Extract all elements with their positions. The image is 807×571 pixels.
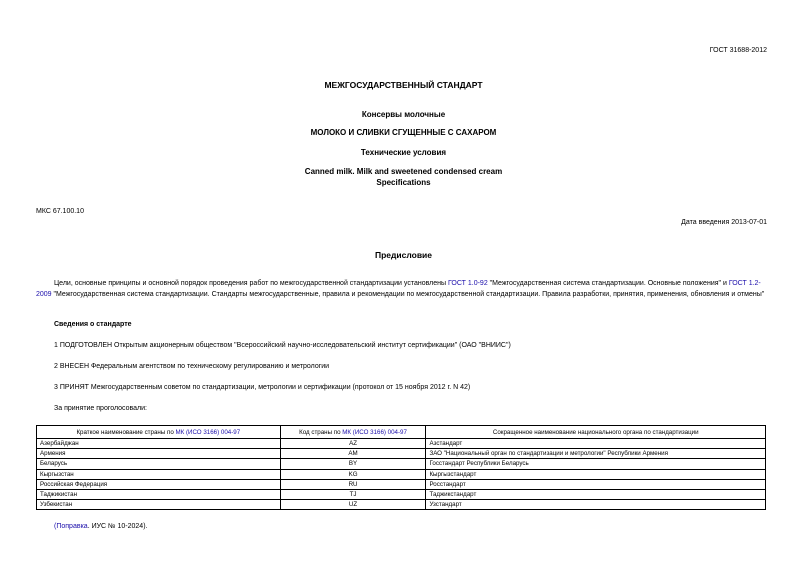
gost-1-0-92-link[interactable]: ГОСТ 1.0-92: [447, 280, 488, 287]
amendment-open-paren: (: [54, 523, 57, 530]
english-title-line1: Canned milk. Milk and sweetened condensed cream: [304, 167, 503, 176]
voting-states-table: [36, 425, 766, 510]
table-header-row: [37, 426, 766, 439]
standards-body-cell: Кыргызстандарт: [426, 469, 766, 479]
amendment-link[interactable]: Поправка: [56, 523, 88, 530]
table-row: [37, 500, 766, 510]
foreword-text-part3: "Межгосударственная система стандартизации. Стандарты межгосударственные, правила и рекомендации по межгосударственной стандартизации. Правила разработки, принятия, применения, обновления и отмены": [51, 291, 765, 298]
country-code-cell: UZ: [280, 500, 426, 510]
country-name-cell: Армения: [37, 449, 281, 459]
mk-iso-3166-code-link[interactable]: МК (ИСО 3166) 004-97: [342, 428, 407, 436]
table-row: [37, 489, 766, 499]
header-country-name: [37, 426, 281, 439]
foreword-heading: Предисловие: [374, 250, 433, 260]
voted-for-label: За принятие проголосовали:: [54, 405, 147, 412]
table-row: [37, 449, 766, 459]
amendment-note: [54, 523, 147, 530]
country-code-cell: AM: [280, 449, 426, 459]
table-row: [37, 479, 766, 489]
introduction-date: Дата введения 2013-07-01: [681, 219, 767, 226]
standard-name: МОЛОКО И СЛИВКИ СГУЩЕННЫЕ С САХАРОМ: [310, 128, 497, 137]
country-code-cell: RU: [280, 479, 426, 489]
document-code: ГОСТ 31688-2012: [709, 47, 767, 54]
foreword-text-part2: "Межгосударственная система стандартизации. Основные положения" и: [487, 280, 729, 287]
standards-body-cell: Азстандарт: [426, 439, 766, 449]
country-name-cell: Беларусь: [37, 459, 281, 469]
country-name-cell: Азербайджан: [37, 439, 281, 449]
standard-subtitle: Технические условия: [360, 148, 447, 157]
gost-1-2-2009-link[interactable]: ГОСТ 1.2-2009: [36, 280, 761, 298]
mks-code: МКС 67.100.10: [36, 208, 84, 215]
standards-body-cell: ЗАО "Национальный орган по стандартизации и метрологии" Республики Армения: [426, 449, 766, 459]
standards-body-cell: Росстандарт: [426, 479, 766, 489]
country-name-cell: Кыргызстан: [37, 469, 281, 479]
table-row: [37, 459, 766, 469]
english-title-line2: Specifications: [376, 178, 431, 187]
mk-iso-3166-link[interactable]: МК (ИСО 3166) 004-97: [175, 428, 241, 436]
amendment-text: . ИУС № 10-2024).: [87, 523, 148, 530]
info-item-prepared: 1 ПОДГОТОВЛЕН Открытым акционерным обществом "Всероссийский научно-исследовательский институт сертификации" (ОАО "ВНИИС"): [54, 342, 511, 349]
table-row: [37, 439, 766, 449]
country-name-cell: Российская Федерация: [37, 479, 281, 489]
table-row: [37, 469, 766, 479]
info-item-adopted: 3 ПРИНЯТ Межгосударственным советом по стандартизации, метрологии и сертификации (протокол от 15 ноября 2012 г. N 42): [54, 384, 471, 391]
header-country-code: [280, 426, 426, 439]
standard-info-heading: Сведения о стандарте: [54, 321, 132, 328]
standard-type-title: МЕЖГОСУДАРСТВЕННЫЙ СТАНДАРТ: [324, 80, 483, 90]
info-item-submitted: 2 ВНЕСЕН Федеральным агентством по техническому регулированию и метрологии: [54, 363, 330, 370]
country-code-cell: BY: [280, 459, 426, 469]
standards-body-cell: Узстандарт: [426, 500, 766, 510]
standards-body-cell: Таджикстандарт: [426, 489, 766, 499]
country-code-cell: TJ: [280, 489, 426, 499]
foreword-paragraph: [36, 278, 768, 300]
standard-category: Консервы молочные: [361, 110, 446, 119]
country-name-cell: Таджикистан: [37, 489, 281, 499]
header-standards-body: Сокращенное наименование национального органа по стандартизации: [426, 426, 766, 439]
header-country-text: Краткое наименование страны по: [76, 428, 176, 436]
country-name-cell: Узбекистан: [37, 500, 281, 510]
country-code-cell: KG: [280, 469, 426, 479]
country-code-cell: AZ: [280, 439, 426, 449]
header-code-text: Код страны по: [299, 428, 343, 436]
standards-body-cell: Госстандарт Республики Беларусь: [426, 459, 766, 469]
foreword-text-part1: Цели, основные принципы и основной порядок проведения работ по межгосударственной стандартизации установлены: [54, 280, 448, 287]
